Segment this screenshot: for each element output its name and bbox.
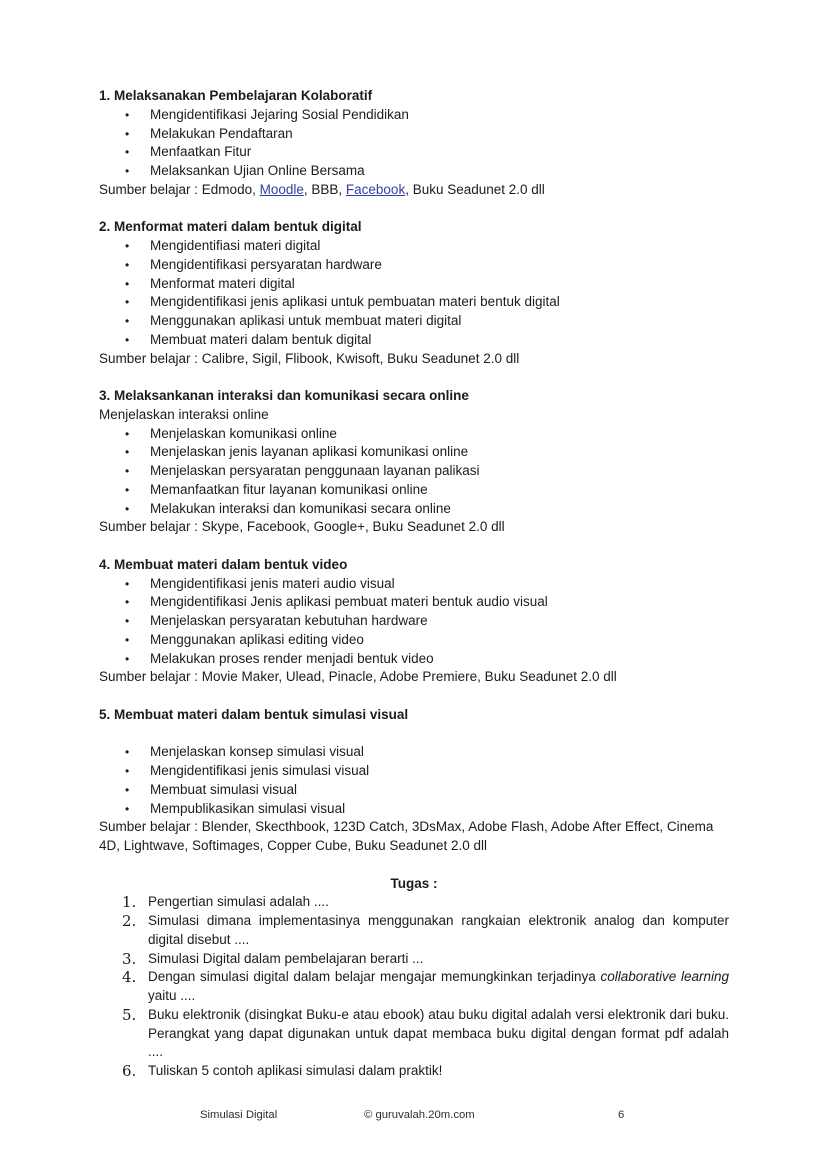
bullet-icon: • xyxy=(125,239,130,253)
text-segment: Buku elektronik (disingkat Buku-e atau ebook) atau buku digital adalah versi elektronik dari buku. Perangkat yang dapat digunakan untuk dapat membaca buku digital dengan format pdf adalah .... xyxy=(148,1006,729,1060)
list-item xyxy=(99,743,729,762)
section xyxy=(99,218,729,368)
task-number: 4. xyxy=(122,968,137,987)
list-item xyxy=(99,462,729,481)
bullet-icon: • xyxy=(125,764,130,778)
task-text xyxy=(148,1006,729,1062)
list-item xyxy=(99,500,729,519)
source-line xyxy=(99,518,729,537)
list-item xyxy=(99,143,729,162)
task-item xyxy=(99,1006,729,1062)
text-segment: yaitu .... xyxy=(148,988,196,1003)
bullet-icon: • xyxy=(125,145,130,160)
footer xyxy=(0,1109,827,1129)
bullet-list xyxy=(99,425,729,519)
list-item xyxy=(99,481,729,500)
footer-copyright: © guruvalah.20m.com xyxy=(364,1109,475,1121)
section-heading: 5. Membuat materi dalam bentuk simulasi visual xyxy=(99,706,409,722)
task-text xyxy=(148,968,729,1006)
list-item xyxy=(99,800,729,819)
text-segment: Tuliskan 5 contoh aplikasi simulasi dalam praktik! xyxy=(148,1063,443,1078)
bullet-icon: • xyxy=(125,314,130,328)
task-item xyxy=(99,893,729,912)
bullet-text: Menfaatkan Fitur xyxy=(150,144,252,160)
text-segment: Dengan simulasi digital dalam belajar mengajar memungkinkan terjadinya xyxy=(148,969,601,985)
task-number: 6. xyxy=(122,1062,137,1080)
list-item xyxy=(99,781,729,800)
bullet-text: Menggunakan aplikasi untuk membuat materi digital xyxy=(150,313,462,328)
bullet-icon: • xyxy=(125,164,130,178)
bullet-icon: • xyxy=(125,651,130,666)
bullet-icon: • xyxy=(125,482,130,497)
list-item xyxy=(99,575,729,594)
bullet-text: Menformat materi digital xyxy=(150,275,295,291)
list-item xyxy=(99,275,729,294)
bullet-icon: • xyxy=(125,782,130,797)
source-line xyxy=(99,181,729,200)
bullet-icon: • xyxy=(125,295,130,310)
task-item xyxy=(99,912,729,950)
list-item xyxy=(99,106,729,125)
bullet-text: Melakukan Pendaftaran xyxy=(150,125,293,141)
source-line xyxy=(99,668,729,687)
section xyxy=(99,387,729,537)
task-item xyxy=(99,1062,729,1081)
list-item xyxy=(99,162,729,181)
text-segment: Simulasi dimana implementasinya menggunakan rangkaian elektronik analog dan komputer digital disebut .... xyxy=(148,913,729,947)
bullet-text: Melakukan proses render menjadi bentuk video xyxy=(150,650,434,666)
bullet-list xyxy=(99,743,729,818)
section-heading: 3. Melaksankanan interaksi dan komunikasi secara online xyxy=(99,388,469,403)
bullet-text: Mengidentifiasi materi digital xyxy=(150,238,321,253)
section-heading: 4. Membuat materi dalam bentuk video xyxy=(99,556,348,572)
footer-doc-title: Simulasi Digital xyxy=(200,1109,278,1121)
bullet-text: Memanfaatkan fitur layanan komunikasi online xyxy=(150,481,428,497)
bullet-text: Menggunakan aplikasi editing video xyxy=(150,631,364,647)
text-segment: Sumber belajar : Calibre, Sigil, Flibook, Kwisoft, Buku Seadunet 2.0 dll xyxy=(99,350,520,366)
bullet-text: Mengidentifikasi jenis simulasi visual xyxy=(150,763,370,778)
bullet-icon: • xyxy=(125,576,130,591)
bullet-list xyxy=(99,575,729,669)
bullet-icon: • xyxy=(125,801,130,816)
text-segment: Sumber belajar : Movie Maker, Ulead, Pinacle, Adobe Premiere, Buku Seadunet 2.0 dll xyxy=(99,669,617,685)
bullet-icon: • xyxy=(125,257,130,272)
bullet-icon: • xyxy=(125,332,130,347)
text-segment: , BBB, xyxy=(303,181,346,197)
bullet-icon: • xyxy=(125,501,130,516)
list-item xyxy=(99,256,729,275)
list-item xyxy=(99,443,729,462)
task-number: 5. xyxy=(122,1005,137,1024)
bullet-text: Menjelaskan komunikasi online xyxy=(150,425,337,441)
list-item xyxy=(99,331,729,350)
section xyxy=(99,706,729,856)
section xyxy=(99,556,729,687)
tasks-heading: Tugas : xyxy=(390,875,438,891)
bullet-icon: • xyxy=(125,445,130,460)
list-item xyxy=(99,650,729,669)
bullet-text: Melakukan interaksi dan komunikasi secara online xyxy=(150,500,451,516)
list-item xyxy=(99,425,729,444)
bullet-text: Mengidentifikasi jenis aplikasi untuk pembuatan materi bentuk digital xyxy=(150,294,560,310)
task-text xyxy=(148,912,729,950)
section-intro: Menjelaskan interaksi online xyxy=(99,406,269,422)
list-item xyxy=(99,312,729,331)
list-item xyxy=(99,631,729,650)
text-segment: collaborative learning xyxy=(600,969,729,985)
task-item xyxy=(99,950,729,969)
bullet-list xyxy=(99,237,729,350)
bullet-text: Menjelaskan konsep simulasi visual xyxy=(150,744,364,760)
bullet-text: Membuat simulasi visual xyxy=(150,781,298,797)
document-content xyxy=(99,87,729,1081)
bullet-text: Mengidentifikasi jenis materi audio visual xyxy=(150,575,395,591)
bullet-icon: • xyxy=(125,745,130,760)
text-segment: Pengertian simulasi adalah .... xyxy=(148,894,329,910)
bullet-text: Mempublikasikan simulasi visual xyxy=(150,800,346,816)
bullet-list xyxy=(99,106,729,181)
list-item xyxy=(99,612,729,631)
sections-container xyxy=(99,87,729,856)
bullet-icon: • xyxy=(125,107,130,122)
task-list xyxy=(99,893,729,1081)
bullet-icon: • xyxy=(125,632,130,647)
text-segment: , Buku Seadunet 2.0 dll xyxy=(405,181,545,197)
bullet-text: Mengidentifikasi Jejaring Sosial Pendidikan xyxy=(150,106,409,122)
section-heading: 1. Melaksanakan Pembelajaran Kolaboratif xyxy=(99,88,373,103)
bullet-icon: • xyxy=(125,126,130,141)
source-line xyxy=(99,350,729,369)
section xyxy=(99,87,729,200)
text-segment: Sumber belajar : Skype, Facebook, Google+, Buku Seadunet 2.0 dll xyxy=(99,519,505,535)
text-segment: Sumber belajar : Edmodo, xyxy=(99,181,260,197)
section-heading: 2. Menformat materi dalam bentuk digital xyxy=(99,219,362,235)
bullet-icon: • xyxy=(125,614,130,628)
bullet-text: Menjelaskan persyaratan penggunaan layanan palikasi xyxy=(150,463,480,478)
bullet-text: Mengidentifikasi persyaratan hardware xyxy=(150,256,382,272)
hyperlink-moodle[interactable]: Moodle xyxy=(259,181,304,197)
task-item xyxy=(99,968,729,1006)
bullet-text: Membuat materi dalam bentuk digital xyxy=(150,331,372,347)
hyperlink-facebook[interactable]: Facebook xyxy=(345,181,406,197)
bullet-icon: • xyxy=(125,595,130,610)
task-number: 1. xyxy=(122,893,137,912)
bullet-text: Menjelaskan persyaratan kebutuhan hardware xyxy=(150,613,428,628)
task-number: 3. xyxy=(122,949,137,968)
list-item xyxy=(99,237,729,256)
bullet-icon: • xyxy=(125,426,130,441)
bullet-text: Melaksankan Ujian Online Bersama xyxy=(150,163,365,178)
task-number: 2. xyxy=(122,912,137,930)
text-segment: Sumber belajar : Blender, Skecthbook, 123D Catch, 3DsMax, Adobe Flash, Adobe After Effect, Cinema 4D, Lightwave, Softimages, Copper Cube, Buku Seadunet 2.0 dll xyxy=(99,819,714,853)
footer-page-number: 6 xyxy=(618,1109,625,1121)
source-line xyxy=(99,818,729,856)
bullet-text: Menjelaskan jenis layanan aplikasi komunikasi online xyxy=(150,444,469,460)
list-item xyxy=(99,593,729,612)
list-item xyxy=(99,762,729,781)
bullet-icon: • xyxy=(125,464,130,478)
bullet-icon: • xyxy=(125,276,130,291)
bullet-text: Mengidentifikasi Jenis aplikasi pembuat materi bentuk audio visual xyxy=(150,594,548,610)
task-text xyxy=(148,950,729,969)
list-item xyxy=(99,293,729,312)
list-item xyxy=(99,125,729,144)
task-text xyxy=(148,893,729,912)
task-text xyxy=(148,1062,729,1081)
text-segment: Simulasi Digital dalam pembelajaran berarti ... xyxy=(148,950,424,966)
